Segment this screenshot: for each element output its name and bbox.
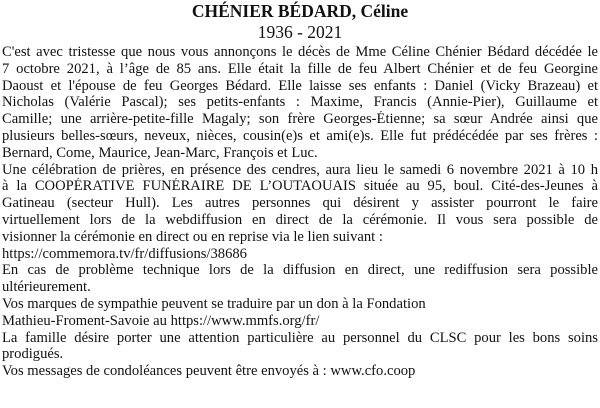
- text-line: Vos messages de condoléances peuvent être envoyés à : www.cfo.coop: [2, 363, 416, 380]
- text-line: Daoust et l'épouse de feu Georges Bédard. Elle laisse ses enfants : Daniel (Vicky Brazeau) et: [2, 77, 598, 94]
- text-line: virtuellement lors de la webdiffusion en direct de la cérémonie. Il vous sera possible de: [2, 211, 598, 228]
- paragraph-ceremony: [2, 162, 598, 263]
- text-line: C'est avec tristesse que nous vous annonçons le décès de Mme Céline Chénier Bédard décédée le: [2, 44, 598, 60]
- text-line: à la COOPÉRATIVE FUNÉRAIRE DE L’OUTAOUAIS située au 95, boul. Cité-des-Jeunes à: [2, 178, 598, 195]
- name-separator: ,: [351, 1, 361, 21]
- life-dates: 1936 - 2021: [257, 22, 343, 42]
- obituary-body: [2, 44, 598, 380]
- paragraph-thanks: [2, 330, 598, 364]
- text-line: Mathieu-Froment-Savoie au https://www.mmfs.org/fr/: [2, 312, 320, 329]
- paragraph-technical: [2, 262, 598, 296]
- text-line: Gatineau (secteur Hull). Les autres personnes qui désirent y assister pourront le faire: [2, 195, 598, 212]
- text-line: Une célébration de prières, en présence des cendres, aura lieu le samedi 6 novembre 2021 à 10 h: [2, 161, 598, 178]
- deceased-name-heading: [2, 0, 598, 22]
- paragraph-condolences: [2, 363, 598, 380]
- text-line: La famille désire porter une attention particulière au personnel du CLSC pour les bons soins: [2, 329, 598, 346]
- text-line: Nicholas (Valérie Pascal); ses petits-enfants : Maxime, Francis (Annie-Pier), Guillaume et: [2, 94, 598, 111]
- text-line: ultérieurement.: [2, 279, 91, 296]
- text-line: Vos marques de sympathie peuvent se traduire par un don à la Fondation: [2, 295, 426, 312]
- text-line: plusieurs belles-sœurs, neveux, nièces, cousin(e)s et ami(e)s. Elle fut prédécédée par ses frères :: [2, 127, 598, 144]
- deceased-given-name: Céline: [360, 1, 409, 21]
- text-line: Camille; une arrière-petite-fille Magaly; son frère Georges-Étienne; sa sœur Andrée ainsi que: [2, 111, 598, 128]
- text-line: https://commemora.tv/fr/diffusions/38686: [2, 245, 247, 262]
- text-line: prodigués.: [2, 346, 64, 363]
- text-line: Bernard, Come, Maurice, Jean-Marc, François et Luc.: [2, 144, 318, 161]
- paragraph-announcement: [2, 44, 598, 162]
- deceased-family-name: CHÉNIER BÉDARD: [191, 1, 352, 21]
- text-line: En cas de problème technique lors de la diffusion en direct, une rediffusion sera possible: [2, 262, 598, 279]
- paragraph-sympathy: [2, 296, 598, 330]
- text-line: visionner la cérémonie en direct ou en reprise via le lien suivant :: [2, 228, 383, 245]
- text-line: 7 octobre 2021, à l’âge de 85 ans. Elle était la fille de feu Albert Chénier et de feu Georgine: [2, 60, 598, 77]
